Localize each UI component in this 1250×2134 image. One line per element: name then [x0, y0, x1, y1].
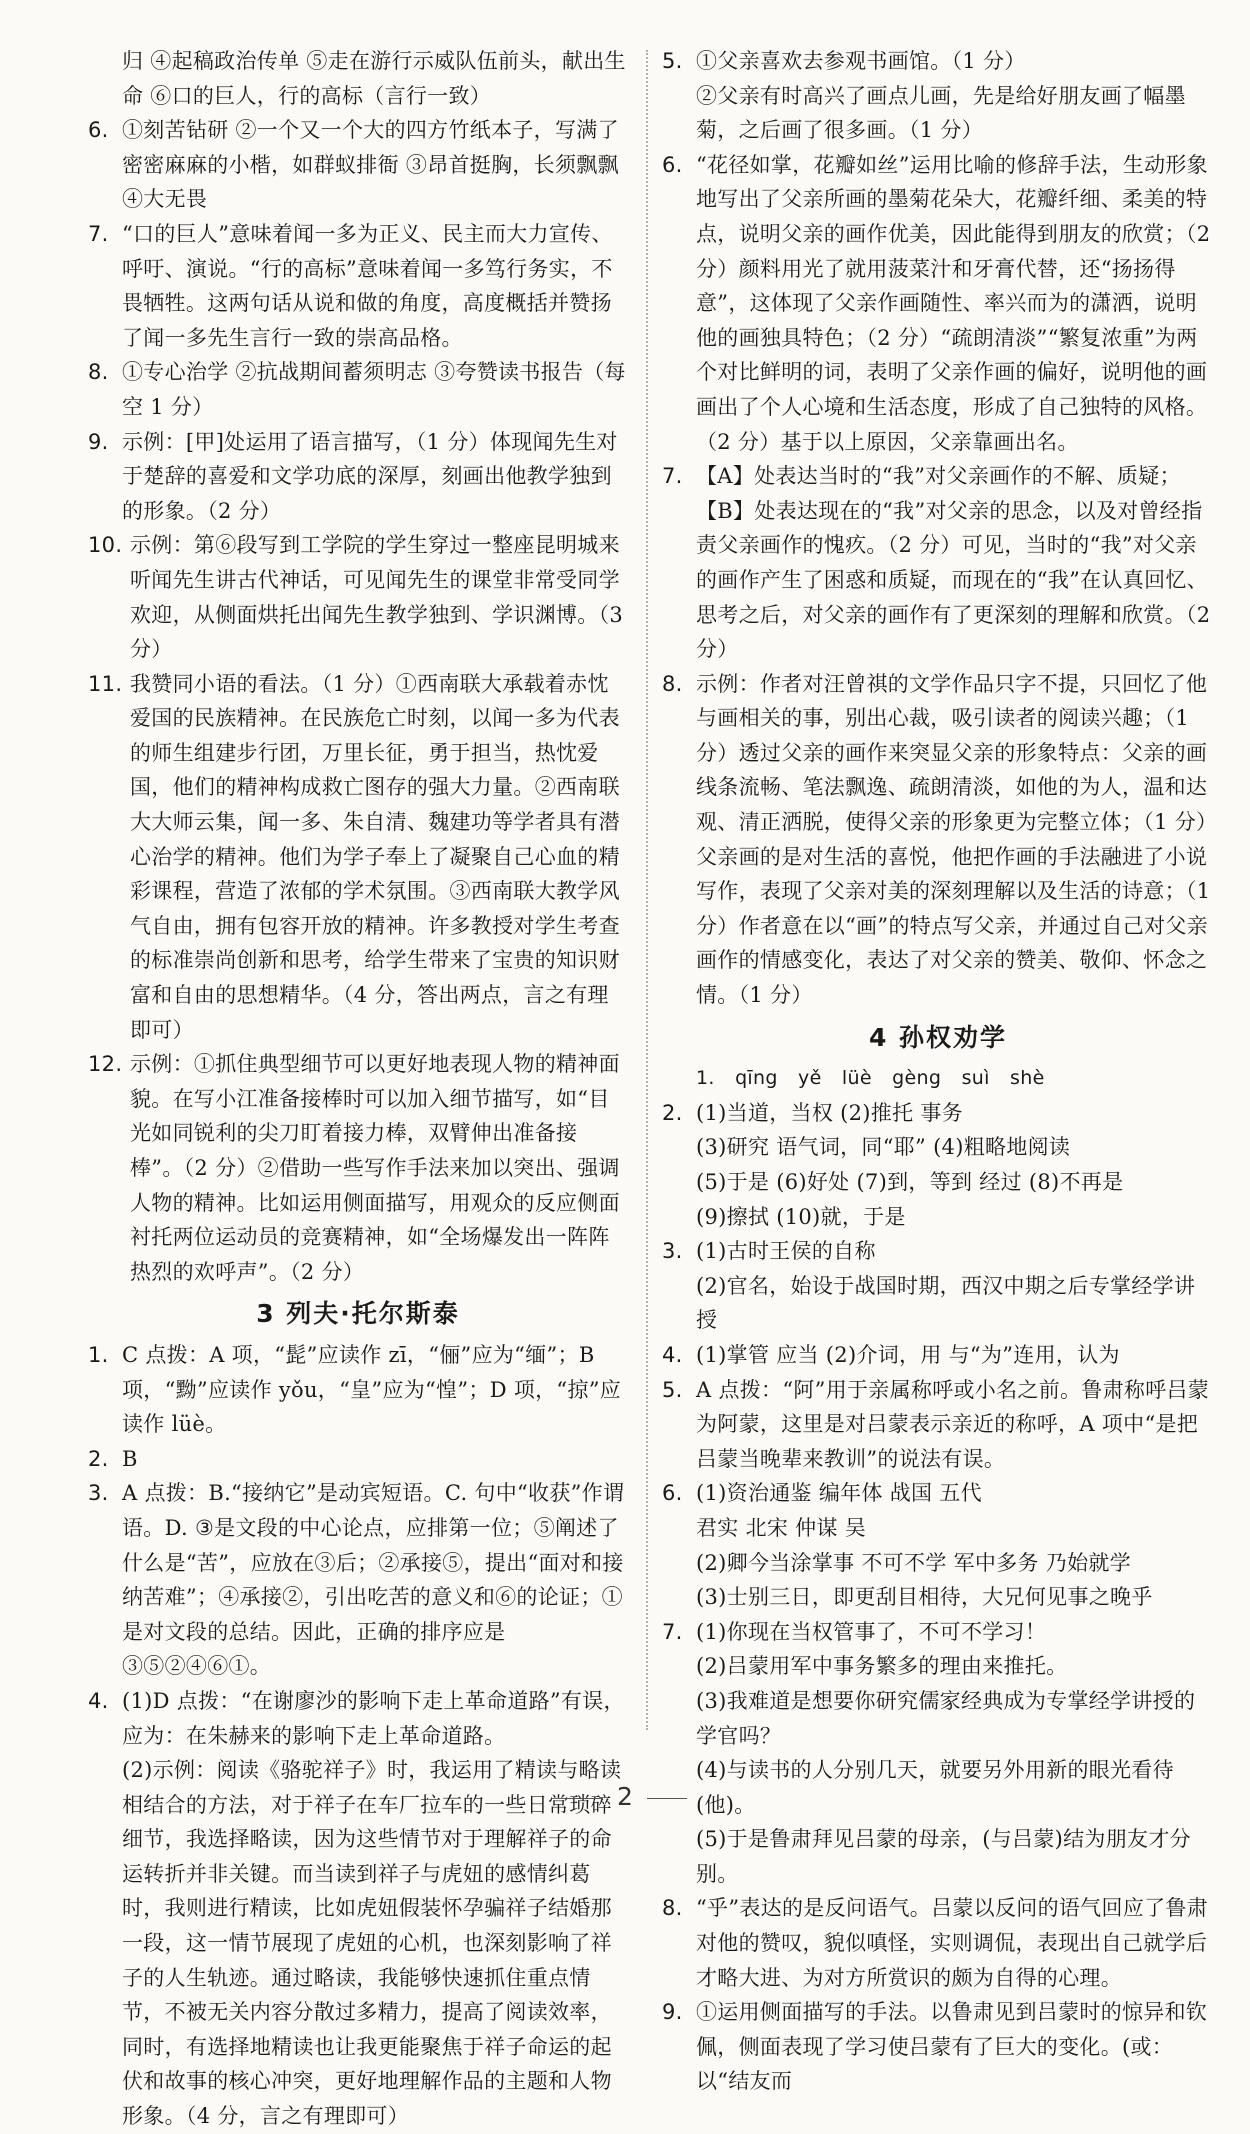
answer-number: 7.: [88, 221, 109, 246]
answer-number: 2.: [88, 1446, 109, 1471]
answer-item: [88, 1047, 628, 1289]
answer-number: 8.: [88, 360, 109, 385]
answer-item: [662, 44, 1214, 79]
answer-continuation: (2)示例：阅读《骆驼祥子》时，我运用了精读与略读相结合的方法，对于祥子在车厂拉车的一些日常琐碎细节，我选择略读，因为这些情节对于理解祥子的命运转折并非关键。而当读到祥子与虎妞的感情纠葛时，我则进行精读，比如虎妞假装怀孕骗祥子结婚那一段，这一情节展现了虎妞的心机，也深刻影响了祥子的人生轨迹。通过略读，我能够快速抓住重点情节，不被无关内容分散过多精力，提高了阅读效率，同时，有选择地精读也让我更能聚焦于祥子命运的起伏和故事的核心冲突，更好地理解作品的主题和人物形象。（4 分，言之有理即可）: [122, 1758, 622, 2129]
answer-number: 9.: [88, 429, 109, 454]
answer-number: 8.: [662, 1896, 683, 1921]
answer-continuation: (9)擦拭 (10)就，于是: [696, 1204, 906, 1229]
answer-continuation: (5)于是 (6)好处 (7)到，等到 经过 (8)不再是: [696, 1170, 1124, 1194]
answer-item: [88, 425, 628, 529]
answer-number: 10.: [88, 533, 123, 558]
answer-number: 4.: [662, 1342, 683, 1367]
answer-number: 5.: [662, 1377, 683, 1402]
answer-number: 11.: [88, 671, 123, 696]
answer-number: 3.: [88, 1481, 109, 1506]
answer-item: [662, 1096, 1214, 1131]
answer-item: [662, 459, 1214, 667]
answer-text: 示例：[甲]处运用了语言描写，（1 分）体现闻先生对于楚辞的喜爱和文学功底的深厚，刻画出他教学独到的形象。（2 分）: [122, 429, 618, 523]
section-heading: 4 孙权劝学: [868, 1022, 1008, 1052]
column-divider: [646, 50, 648, 1730]
answer-text: A 点拨：“阿”用于亲属称呼或小名之前。鲁肃称呼吕蒙为阿蒙，这里是对吕蒙表示亲近的称呼，A 项中“是把吕蒙当晚辈来教训”的说法有误。: [696, 1377, 1210, 1471]
answer-continuation: (2)卿今当涂掌事 不可不学 军中多务 乃始就学: [696, 1550, 1131, 1575]
answer-text: ①运用侧面描写的手法。以鲁肃见到吕蒙时的惊异和钦佩，侧面表现了学习使吕蒙有了巨大的变化。(或：以“结友而: [696, 2000, 1208, 2094]
answer-number: 1.: [88, 1342, 109, 1367]
page-number: 2: [617, 1782, 633, 1811]
answer-text: 【A】处表达当时的“我”对父亲画作的不解、质疑；【B】处表达现在的“我”对父亲的思念，以及对曾经指责父亲画作的愧疚。（2 分）可见，当时的“我”对父亲的画作产生了困惑和质疑，而现在的“我”在认真回忆、思考之后，对父亲的画作有了更深刻的理解和欣赏。（2 分）: [696, 464, 1211, 662]
answer-text: (1)资治通鉴 编年体 战国 五代: [696, 1481, 982, 1506]
answer-item: [662, 1234, 1214, 1269]
answer-text: ①专心治学 ②抗战期间蓄须明志 ③夸赞读书报告（每空 1 分）: [122, 360, 626, 419]
answer-item: [662, 1373, 1214, 1477]
footer-dash-right: [647, 1798, 687, 1799]
answer-text: (1)D 点拨：“在谢廖沙的影响下走上革命道路”有误，应为：在朱赫来的影响下走上革命道路。: [122, 1688, 625, 1748]
answer-continuation: (2)官名，始设于战国时期，西汉中期之后专掌经学讲授: [696, 1273, 1196, 1333]
answer-number: 7.: [662, 1619, 683, 1644]
answer-item: [88, 355, 628, 424]
answer-item: [88, 1476, 628, 1684]
answer-continuation: 归 ④起稿政治传单 ⑤走在游行示威队伍前头，献出生命 ⑥口的巨人，行的高标（言行一致）: [122, 49, 626, 108]
pinyin-answer: 1. qīng yě lüè gèng suì shè: [696, 1067, 1045, 1090]
answer-number: 6.: [88, 118, 109, 143]
answer-text: (1)掌管 应当 (2)介词，用 与“为”连用，认为: [696, 1342, 1120, 1367]
answer-number: 3.: [662, 1239, 683, 1264]
answer-number: 9.: [662, 2000, 683, 2025]
answer-text: 示例：第⑥段写到工学院的学生穿过一整座昆明城来听闻先生讲古代神话，可见闻先生的课堂非常受同学欢迎，从侧面烘托出闻先生教学独到、学识渊博。（3 分）: [130, 533, 624, 662]
footer-dash-left: [563, 1798, 603, 1799]
answer-continuation: (5)于是鲁肃拜见吕蒙的母亲，(与吕蒙)结为朋友才分别。: [696, 1827, 1191, 1886]
answer-item: [662, 1995, 1214, 2099]
answer-item: [662, 667, 1214, 1013]
answer-number: 5.: [662, 49, 683, 73]
answer-text: (1)当道，当权 (2)推托 事务: [696, 1100, 963, 1125]
answer-text: “乎”表达的是反问语气。吕蒙以反问的语气回应了鲁肃对他的赞叹，貌似嗔怪，实则调侃，表现出自己就学后才略大进、为对方所赏识的颇为自得的心理。: [696, 1896, 1208, 1990]
answer-item: [662, 1476, 1214, 1511]
answer-item: [88, 217, 628, 355]
answer-text: ①刻苦钻研 ②一个又一个大的四方竹纸本子，写满了密密麻麻的小楷，如群蚁排衙 ③昂首挺胸，长须飘飘 ④大无畏: [122, 118, 619, 212]
answer-continuation: (3)我难道是想要你研究儒家经典成为专掌经学讲授的学官吗？: [696, 1688, 1196, 1748]
answer-text: “花径如掌，花瓣如丝”运用比喻的修辞手法，生动形象地写出了父亲所画的墨菊花朵大，花瓣纤细、柔美的特点，说明父亲的画作优美，因此能得到朋友的欣赏；（2 分）颜料用光了就用菠菜汁和牙膏代替，还“扬扬得意”，这体现了父亲作画随性、率兴而为的潇洒，说明他的画独具特色；（2 分）“疏朗清淡”“繁复浓重”为两个对比鲜明的词，表明了父亲作画的偏好，说明他的画画出了个人心境和生活态度，形成了自己独特的风格。（2 分）基于以上原因，父亲靠画出名。: [696, 152, 1211, 454]
page-footer: [0, 1782, 1250, 1811]
answer-text: C 点拨：A 项，“髭”应读作 zī，“俪”应为“缅”；B 项，“黝”应读作 yǒu，“皇”应为“惶”；D 项，“掠”应读作 lüè。: [122, 1342, 622, 1437]
answer-item: [662, 148, 1214, 459]
answer-item: [88, 1442, 628, 1477]
answer-number: 8.: [662, 671, 683, 696]
answer-item: [662, 1338, 1214, 1373]
answer-number: 6.: [662, 1481, 683, 1506]
answer-text: B: [122, 1446, 138, 1471]
answer-text: 示例：作者对汪曾祺的文学作品只字不提，只回忆了他与画相关的事，别出心裁，吸引读者的阅读兴趣；（1 分）透过父亲的画作来突显父亲的形象特点：父亲的画线条流畅、笔法飘逸、疏朗清淡，如他的为人，温和达观、清正洒脱，使得父亲的形象更为完整立体；（1 分）父亲画的是对生活的喜悦，他把作画的手法融进了小说写作，表现了父亲对美的深刻理解以及生活的诗意；（1 分）作者意在以“画”的特点写父亲，并通过自己对父亲画作的情感变化，表达了对父亲的赞美、敬仰、怀念之情。（1 分）: [696, 671, 1211, 1008]
answer-item: [662, 1615, 1214, 1650]
answer-item: [88, 528, 628, 666]
left-column: [88, 44, 628, 2134]
answer-item: [88, 1684, 628, 1753]
answer-continuation: (4)与读书的人分别几天，就要另外用新的眼光看待(他)。: [696, 1758, 1174, 1817]
answer-text: “口的巨人”意味着闻一多为正义、民主而大力宣传、呼吁、演说。“行的高标”意味着闻一多笃行务实，不畏牺牲。这两句话从说和做的角度，高度概括并赞扬了闻一多先生言行一致的崇高品格。: [122, 221, 613, 350]
answer-item: [662, 1891, 1214, 1995]
answer-text: 示例：①抓住典型细节可以更好地表现人物的精神面貌。在写小江准备接棒时可以加入细节描写，如“目光如同锐利的尖刀盯着接力棒，双臂伸出准备接棒”。（2 分）②借助一些写作手法来加以突出、强调人物的精神。比如运用侧面描写，用观众的反应侧面衬托两位运动员的竞赛精神，如“全场爆发出一阵阵热烈的欢呼声”。（2 分）: [130, 1052, 620, 1284]
answer-continuation: ②父亲有时高兴了画点儿画，先是给好朋友画了幅墨菊，之后画了很多画。（1 分）: [696, 83, 1186, 143]
answer-number: 6.: [662, 152, 683, 177]
answer-continuation: (2)吕蒙用军中事务繁多的理由来推托。: [696, 1654, 1068, 1679]
answer-item: [88, 113, 628, 217]
answer-item: [88, 667, 628, 1048]
answer-number: 12.: [88, 1052, 123, 1077]
answer-continuation: (3)士别三日，即更刮目相待，大兄何见事之晚乎: [696, 1585, 1153, 1610]
answer-number: 7.: [662, 464, 683, 489]
answer-number: 4.: [88, 1688, 109, 1713]
answer-text: (1)古时王侯的自称: [696, 1239, 876, 1264]
answer-item: [88, 1338, 628, 1442]
answer-text: (1)你现在当权管事了，不可不学习！: [696, 1619, 1047, 1644]
answer-continuation: (3)研究 语气词，同“耶” (4)粗略地阅读: [696, 1135, 1071, 1160]
answer-text: 我赞同小语的看法。（1 分）①西南联大承载着赤忱爱国的民族精神。在民族危亡时刻，以闻一多为代表的师生组建步行团，万里长征，勇于担当，热忱爱国，他们的精神构成救亡图存的强大力量。②西南联大大师云集，闻一多、朱自清、魏建功等学者具有潜心治学的精神。他们为学子奉上了凝聚自己心血的精彩课程，营造了浓郁的学术氛围。③西南联大教学风气自由，拥有包容开放的精神。许多教授对学生考查的标准崇尚创新和思考，给学生带来了宝贵的知识财富和自由的思想精华。（4 分，答出两点，言之有理即可）: [130, 671, 620, 1042]
answer-continuation: 君实 北宋 仲谋 吴: [696, 1515, 867, 1540]
answer-text: ①父亲喜欢去参观书画馆。（1 分）: [696, 49, 1026, 73]
section-heading: 3 列夫·托尔斯泰: [256, 1299, 460, 1329]
answer-number: 2.: [662, 1100, 683, 1125]
answer-text: A 点拨：B.“接纳它”是动宾短语。C. 句中“收获”作谓语。D. ③是文段的中心论点，应排第一位；⑤阐述了什么是“苦”，应放在③后；②承接⑤，提出“面对和接纳苦难”；④承接②，引出吃苦的意义和⑥的论证；①是对文段的总结。因此，正确的排序应是③⑤②④⑥①。: [122, 1481, 625, 1679]
